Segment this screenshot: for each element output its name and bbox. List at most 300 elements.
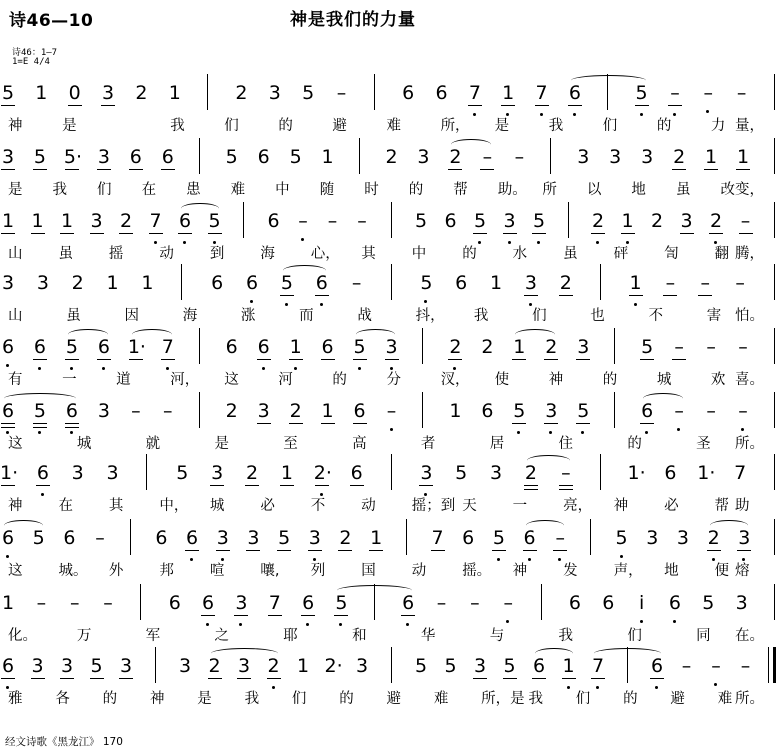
jianpu-note: – [131, 400, 141, 422]
eighth-underline [480, 169, 494, 170]
lower-octave-dot [673, 620, 676, 623]
eighth-underline [523, 550, 537, 551]
barline [614, 392, 615, 428]
jianpu-note: 6 [481, 400, 494, 422]
jianpu-note: 2 [135, 82, 148, 104]
lyric-syllable: 的 [339, 691, 354, 707]
final-barline-thin [768, 647, 769, 683]
slur-arc [451, 139, 491, 150]
eighth-underline [419, 485, 433, 486]
lyric-syllable: 分 [386, 372, 401, 388]
lyric-syllable: 我 [52, 182, 68, 198]
eighth-underline [353, 359, 367, 360]
eighth-underline [737, 550, 751, 551]
eighth-underline [33, 423, 47, 424]
lyric-syllable: 摇 [108, 246, 124, 262]
sixteenth-underline [524, 489, 538, 490]
jianpu-note: 7 [431, 527, 444, 549]
jianpu-note: – [163, 400, 173, 422]
lyric-syllable: 欢 [710, 372, 726, 388]
jianpu-note: 3 [215, 527, 231, 549]
jianpu-note: 3 [36, 272, 49, 294]
jianpu-note: 6 [522, 527, 538, 549]
lyric-syllable: 居 [489, 436, 505, 452]
song-title: 神是我们的力量 [290, 10, 416, 30]
eighth-underline [448, 359, 462, 360]
jianpu-note: 6 [435, 82, 448, 104]
jianpu-note: 1 [31, 210, 44, 232]
lyric-syllable: 和 [352, 628, 367, 644]
eighth-underline [503, 233, 517, 234]
jianpu-note: 3 [676, 527, 689, 549]
eighth-underline [680, 233, 694, 234]
lyric-syllable: 们 [627, 628, 642, 644]
lyric-syllable: 与 [489, 628, 505, 644]
jianpu-note: – [736, 82, 747, 104]
slur-arc [211, 648, 278, 659]
jianpu-note: 3 [355, 655, 369, 677]
eighth-underline [129, 359, 143, 360]
eighth-underline [280, 485, 294, 486]
eighth-underline [431, 550, 445, 551]
eighth-underline [321, 423, 335, 424]
lower-octave-dot [620, 555, 623, 558]
lyric-row [0, 116, 781, 138]
lyric-syllable: 随 [319, 182, 335, 198]
eighth-underline [257, 359, 271, 360]
eighth-underline [60, 678, 74, 679]
eighth-underline [544, 359, 558, 360]
jianpu-note: 3 [268, 82, 281, 104]
jianpu-note: 3 [178, 655, 192, 677]
jianpu-note: 3 [1, 146, 15, 168]
jianpu-note: 6 [267, 210, 280, 232]
eighth-underline [576, 423, 590, 424]
lyric-syllable: 的 [278, 118, 293, 134]
jianpu-note: 5 [64, 336, 80, 358]
sixteenth-underline [65, 427, 79, 428]
lyric-syllable: 我 [548, 118, 564, 134]
jianpu-note: 7 [534, 82, 550, 104]
lyric-syllable: 所。 [735, 436, 764, 452]
jianpu-note: – [671, 336, 687, 358]
lyric-row [0, 689, 781, 711]
lyric-syllable: 发 [563, 563, 578, 579]
eighth-underline [468, 105, 482, 106]
barline [391, 647, 392, 683]
lower-octave-dot [250, 300, 253, 303]
lyric-syllable: 汊， [440, 372, 470, 388]
jianpu-note: 2 [449, 146, 462, 168]
lyric-syllable: 各 [55, 691, 70, 707]
eighth-underline [591, 678, 605, 679]
eighth-underline [234, 615, 248, 616]
lyric-row [0, 244, 781, 266]
lyric-syllable: 害 [706, 308, 722, 324]
eighth-underline [185, 550, 199, 551]
slur-arc [4, 520, 43, 531]
jianpu-note: i [634, 592, 650, 614]
eighth-underline [60, 233, 74, 234]
jianpu-note: 3 [119, 655, 133, 677]
jianpu-note: – [357, 210, 367, 232]
lyric-syllable: 们 [97, 182, 112, 198]
jianpu-note: 3 [237, 655, 251, 677]
lyric-syllable: 这 [8, 436, 23, 452]
eighth-underline [201, 615, 215, 616]
jianpu-note: – [667, 82, 683, 104]
jianpu-note: 2 [235, 82, 248, 104]
jianpu-note: 5 [32, 400, 48, 422]
eighth-underline [709, 233, 723, 234]
jianpu-note: 1 [513, 336, 526, 358]
jianpu-note: – [436, 592, 447, 614]
jianpu-note: 1· [0, 462, 19, 484]
lyric-syllable: 雅 [8, 691, 23, 707]
lyric-syllable: 心， [310, 246, 340, 262]
slur-arc [181, 203, 219, 214]
lyric-syllable: 不 [648, 308, 664, 324]
lyric-syllable: 的 [332, 372, 347, 388]
lyric-syllable: 的 [602, 372, 618, 388]
jianpu-note: 6 [200, 592, 216, 614]
barline [130, 519, 131, 555]
lyric-syllable: 这 [8, 563, 23, 579]
notation-row [0, 82, 781, 108]
jianpu-note: 6 [400, 592, 416, 614]
eighth-underline [119, 233, 133, 234]
jianpu-note: – [479, 146, 495, 168]
lower-octave-dot [714, 683, 717, 686]
eighth-underline [1, 233, 15, 234]
jianpu-note: 3 [97, 146, 110, 168]
jianpu-note: 6 [168, 592, 181, 614]
jianpu-note: 7 [268, 592, 281, 614]
lower-octave-dot [706, 110, 709, 113]
lyric-syllable: 城 [76, 436, 92, 452]
jianpu-note: 3 [680, 210, 693, 232]
lyric-syllable: 们 [291, 691, 307, 707]
jianpu-note: 5 [333, 592, 349, 614]
jianpu-note: – [662, 272, 678, 294]
eighth-underline [672, 169, 686, 170]
jianpu-note: 2 [289, 400, 302, 422]
jianpu-note: 1 [60, 210, 74, 232]
lyric-syllable: 圣 [696, 436, 711, 452]
lyric-row [0, 561, 781, 583]
jianpu-note: 3 [307, 527, 323, 549]
eighth-underline [31, 233, 45, 234]
jianpu-note: 3 [543, 400, 559, 422]
slur-arc [356, 329, 396, 340]
jianpu-note: 6 [639, 400, 655, 422]
jianpu-note: 5 [575, 400, 591, 422]
jianpu-note: – [708, 655, 724, 677]
eighth-underline [277, 550, 291, 551]
eighth-underline [736, 169, 750, 170]
lyric-syllable: 城 [209, 498, 225, 514]
lyric-syllable: 我 [170, 118, 185, 134]
notation-row [0, 592, 781, 618]
lower-octave-dot [6, 555, 9, 558]
jianpu-note: 5 [32, 527, 45, 549]
jianpu-note: 2 [523, 462, 539, 484]
barline [199, 138, 200, 174]
eighth-underline [524, 295, 538, 296]
lyric-syllable: 所 [542, 182, 557, 198]
eighth-underline [621, 233, 635, 234]
jianpu-note: 2 [385, 146, 398, 168]
lyric-syllable: 河， [170, 372, 200, 388]
lyric-syllable: 必 [664, 498, 679, 514]
jianpu-note: 5 [418, 272, 434, 294]
jianpu-note: 1 [620, 210, 636, 232]
lyric-syllable: 避 [670, 691, 685, 707]
jianpu-note: 5 [444, 655, 457, 677]
lyric-syllable: 就 [145, 436, 161, 452]
lyric-syllable: 这 [224, 372, 239, 388]
jianpu-note: 2· [324, 655, 343, 677]
lyric-syllable: 是 [62, 118, 77, 134]
lyric-syllable: 虽 [58, 246, 73, 262]
lyric-syllable: 涨 [240, 308, 256, 324]
song-number: 诗46—10 [9, 11, 94, 31]
key-signature: 1=E 4/4 [12, 57, 50, 67]
jianpu-note: 6 [532, 655, 546, 677]
jianpu-note: 6 [35, 462, 51, 484]
jianpu-note: 3 [1, 272, 15, 294]
barline [774, 454, 775, 490]
jianpu-note: 5 [278, 527, 291, 549]
lyric-syllable: 军 [145, 628, 161, 644]
jianpu-note: – [552, 527, 568, 549]
lyric-syllable: 地 [664, 563, 679, 579]
jianpu-note: 6 [96, 336, 112, 358]
eighth-underline [512, 423, 526, 424]
jianpu-note: 3 [641, 146, 654, 168]
lyric-syllable: 的 [102, 691, 118, 707]
lyric-syllable: 以 [586, 182, 602, 198]
eighth-underline [739, 233, 753, 234]
jianpu-note: – [735, 272, 745, 294]
jianpu-note: 1 [1, 592, 15, 614]
lyric-syllable: 至 [283, 436, 298, 452]
eighth-underline [65, 359, 79, 360]
lyric-row [0, 626, 781, 648]
jianpu-note: 6 [649, 655, 665, 677]
eighth-underline [208, 678, 222, 679]
eighth-underline [321, 359, 335, 360]
jianpu-note: 1 [280, 462, 293, 484]
eighth-underline [33, 359, 47, 360]
jianpu-note: 3 [90, 210, 103, 232]
jianpu-note: 3 [257, 400, 270, 422]
barline [207, 74, 208, 110]
lyric-syllable: 时 [364, 182, 379, 198]
jianpu-note: 5 [352, 336, 368, 358]
jianpu-note: 6 [664, 462, 677, 484]
lyric-syllable: 华 [420, 628, 436, 644]
eighth-underline [68, 105, 82, 106]
barline [774, 328, 775, 364]
barline [541, 584, 542, 620]
jianpu-note: 6 [0, 336, 16, 358]
eighth-underline [1, 485, 15, 486]
jianpu-note: 1· [697, 462, 716, 484]
eighth-underline [31, 678, 45, 679]
lyric-syllable: 我 [528, 691, 543, 707]
lyric-syllable: 砰 [613, 246, 629, 262]
jianpu-note: 5 [634, 82, 650, 104]
lyric-syllable: 道 [116, 372, 131, 388]
eighth-underline [149, 233, 163, 234]
jianpu-note: – [95, 527, 105, 549]
jianpu-note: 6 [177, 210, 193, 232]
jianpu-note: – [681, 655, 692, 677]
sixteenth-underline [559, 489, 573, 490]
slur-arc [515, 329, 555, 340]
jianpu-note: – [700, 82, 716, 104]
eighth-underline [289, 359, 303, 360]
notation-row [0, 210, 781, 236]
lyric-syllable: 城 [656, 372, 672, 388]
eighth-underline [268, 615, 282, 616]
barline [199, 328, 200, 364]
jianpu-note: 5 [225, 146, 238, 168]
lyric-syllable: 神 [149, 691, 165, 707]
lyric-syllable: 住 [558, 436, 574, 452]
jianpu-note: – [500, 592, 516, 614]
eighth-underline [33, 169, 47, 170]
jianpu-note: 6 [350, 462, 363, 484]
barline [774, 202, 775, 238]
eighth-underline [1, 169, 15, 170]
jianpu-note: 6 [568, 592, 581, 614]
jianpu-note: 6 [353, 400, 366, 422]
jianpu-note: 2 [545, 336, 558, 358]
eighth-underline [401, 615, 415, 616]
lyric-syllable: 一 [512, 498, 528, 514]
slur-arc [68, 329, 108, 340]
jianpu-note: 6 [256, 336, 272, 358]
jianpu-note: 3 [473, 655, 487, 677]
lyric-syllable: 虽 [66, 308, 81, 324]
lyric-syllable: 摇；到 [411, 498, 456, 514]
jianpu-note: 6 [211, 272, 224, 294]
lyric-syllable: 地 [631, 182, 646, 198]
eighth-underline [208, 233, 222, 234]
lyric-syllable: 而 [299, 308, 314, 324]
jianpu-note: 5 [414, 210, 428, 232]
lyric-syllable: 神 [8, 118, 23, 134]
barline [600, 454, 601, 490]
lyric-syllable: 怕。 [735, 308, 764, 324]
eighth-underline [97, 359, 111, 360]
jianpu-note: 5 [472, 210, 488, 232]
jianpu-note: 2 [339, 527, 352, 549]
lyric-syllable: 避 [332, 118, 347, 134]
jianpu-note: – [470, 592, 480, 614]
jianpu-note: 6 [455, 272, 468, 294]
lyric-syllable: 们 [532, 308, 547, 324]
lyric-syllable: 国 [361, 563, 376, 579]
final-barline [773, 647, 776, 683]
barline [568, 202, 569, 238]
jianpu-note: 6 [300, 592, 316, 614]
lower-octave-dot [677, 428, 680, 431]
eighth-underline [65, 423, 79, 424]
jianpu-note: 2 [225, 400, 238, 422]
jianpu-note: 5 [702, 592, 715, 614]
lyric-syllable: 河 [278, 372, 293, 388]
lyric-syllable: 海 [182, 308, 198, 324]
lyric-syllable: 城。 [58, 563, 88, 579]
barline [600, 264, 601, 300]
lyric-syllable: 天 [462, 498, 477, 514]
eighth-underline [350, 485, 364, 486]
jianpu-note: – [697, 272, 713, 294]
jianpu-note: 7 [734, 462, 747, 484]
jianpu-note: 3 [101, 82, 115, 104]
lyric-syllable: 动 [361, 498, 376, 514]
jianpu-note: 1 [490, 272, 503, 294]
eighth-underline [334, 615, 348, 616]
barline [391, 264, 392, 300]
lyric-syllable: 的 [627, 436, 642, 452]
lyric-syllable: 海 [260, 246, 275, 262]
eighth-underline [562, 678, 576, 679]
jianpu-note: 2 [71, 272, 84, 294]
jianpu-note: 3 [523, 272, 539, 294]
lyric-syllable: 万 [76, 628, 92, 644]
jianpu-note: 6 [567, 82, 583, 104]
eighth-underline [553, 550, 567, 551]
lyric-syllable: 难 [717, 691, 733, 707]
jianpu-note: 6 [161, 146, 174, 168]
lyric-syllable: 动 [159, 246, 174, 262]
jianpu-note: 6 [314, 272, 330, 294]
eighth-underline [210, 485, 224, 486]
barline [391, 202, 392, 238]
jianpu-note: 2 [706, 527, 722, 549]
eighth-underline [524, 485, 538, 486]
barline [550, 138, 551, 174]
barline [199, 392, 200, 428]
slur-arc [527, 455, 570, 466]
lyric-syllable: 到 [209, 246, 225, 262]
eighth-underline [90, 678, 104, 679]
eighth-underline [501, 105, 515, 106]
jianpu-note: 7 [590, 655, 606, 677]
jianpu-note: 2 [266, 655, 282, 677]
jianpu-note: 6 [63, 527, 76, 549]
eighth-underline [119, 678, 133, 679]
jianpu-note: 2 [447, 336, 463, 358]
lyric-syllable: 喜。 [735, 372, 764, 388]
lyric-syllable: 也 [590, 308, 605, 324]
slur-arc [710, 520, 749, 531]
lyric-syllable: 的 [623, 691, 638, 707]
jianpu-note: 6 [667, 592, 683, 614]
sixteenth-underline [33, 427, 47, 428]
lyric-row [0, 434, 781, 456]
jianpu-note: 1 [321, 400, 334, 422]
eighth-underline [308, 550, 322, 551]
lyric-syllable: 所，是 [481, 691, 525, 707]
jianpu-note: 5 [279, 272, 295, 294]
jianpu-note: 3 [609, 146, 622, 168]
jianpu-note: 5 [511, 400, 527, 422]
